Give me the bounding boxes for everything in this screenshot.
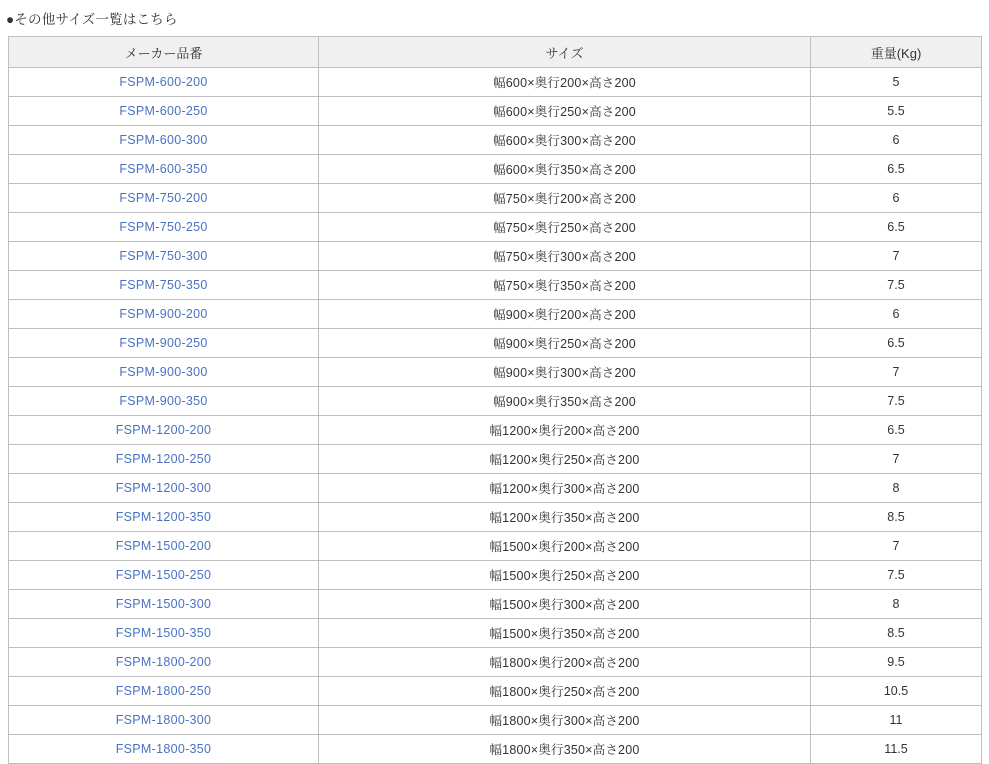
product-size: 幅1800×奥行250×高さ200 [319, 677, 811, 706]
table-header-row [9, 37, 982, 68]
product-size: 幅1200×奥行200×高さ200 [319, 416, 811, 445]
product-size: 幅600×奥行300×高さ200 [319, 126, 811, 155]
size-table [8, 36, 982, 764]
product-weight: 5.5 [811, 97, 982, 126]
product-code[interactable]: FSPM-1800-300 [9, 706, 319, 735]
product-size: 幅1200×奥行250×高さ200 [319, 445, 811, 474]
product-size: 幅900×奥行300×高さ200 [319, 358, 811, 387]
product-size: 幅750×奥行350×高さ200 [319, 271, 811, 300]
column-header-code: メーカー品番 [9, 37, 319, 68]
product-weight: 7 [811, 445, 982, 474]
product-code[interactable]: FSPM-750-350 [9, 271, 319, 300]
table-row [9, 184, 982, 213]
product-code[interactable]: FSPM-600-250 [9, 97, 319, 126]
product-weight: 7.5 [811, 561, 982, 590]
product-code[interactable]: FSPM-1500-200 [9, 532, 319, 561]
product-weight: 6.5 [811, 155, 982, 184]
table-header [9, 37, 982, 68]
product-weight: 8 [811, 474, 982, 503]
product-weight: 8.5 [811, 619, 982, 648]
product-size: 幅1800×奥行300×高さ200 [319, 706, 811, 735]
product-size: 幅1200×奥行350×高さ200 [319, 503, 811, 532]
table-row [9, 503, 982, 532]
table-row [9, 242, 982, 271]
product-weight: 6 [811, 300, 982, 329]
product-code[interactable]: FSPM-900-200 [9, 300, 319, 329]
column-header-weight: 重量(Kg) [811, 37, 982, 68]
table-row [9, 300, 982, 329]
product-code[interactable]: FSPM-1800-250 [9, 677, 319, 706]
product-size: 幅1500×奥行200×高さ200 [319, 532, 811, 561]
table-row [9, 416, 982, 445]
product-weight: 10.5 [811, 677, 982, 706]
table-row [9, 590, 982, 619]
table-row [9, 358, 982, 387]
product-code[interactable]: FSPM-600-200 [9, 68, 319, 97]
product-size: 幅1500×奥行300×高さ200 [319, 590, 811, 619]
product-size: 幅750×奥行300×高さ200 [319, 242, 811, 271]
table-row [9, 329, 982, 358]
product-weight: 6.5 [811, 213, 982, 242]
product-size: 幅1200×奥行300×高さ200 [319, 474, 811, 503]
product-size: 幅1500×奥行250×高さ200 [319, 561, 811, 590]
table-row [9, 271, 982, 300]
table-row [9, 561, 982, 590]
table-row [9, 735, 982, 764]
product-size: 幅900×奥行250×高さ200 [319, 329, 811, 358]
product-code[interactable]: FSPM-900-250 [9, 329, 319, 358]
product-size: 幅1800×奥行200×高さ200 [319, 648, 811, 677]
product-size: 幅900×奥行350×高さ200 [319, 387, 811, 416]
product-code[interactable]: FSPM-1200-200 [9, 416, 319, 445]
product-weight: 8.5 [811, 503, 982, 532]
table-row [9, 677, 982, 706]
table-row [9, 445, 982, 474]
product-size: 幅600×奥行200×高さ200 [319, 68, 811, 97]
table-row [9, 126, 982, 155]
table-row [9, 387, 982, 416]
product-size: 幅600×奥行350×高さ200 [319, 155, 811, 184]
table-body [9, 68, 982, 764]
product-weight: 6.5 [811, 416, 982, 445]
table-row [9, 619, 982, 648]
page-title: ●その他サイズ一覧はこちら [6, 12, 178, 27]
product-size: 幅1800×奥行350×高さ200 [319, 735, 811, 764]
product-size: 幅1500×奥行350×高さ200 [319, 619, 811, 648]
product-weight: 9.5 [811, 648, 982, 677]
product-code[interactable]: FSPM-1800-350 [9, 735, 319, 764]
product-weight: 6.5 [811, 329, 982, 358]
table-row [9, 155, 982, 184]
product-code[interactable]: FSPM-600-300 [9, 126, 319, 155]
product-weight: 7 [811, 358, 982, 387]
product-size: 幅900×奥行200×高さ200 [319, 300, 811, 329]
product-weight: 7 [811, 242, 982, 271]
product-code[interactable]: FSPM-1800-200 [9, 648, 319, 677]
product-weight: 5 [811, 68, 982, 97]
product-size: 幅750×奥行200×高さ200 [319, 184, 811, 213]
table-row [9, 532, 982, 561]
table-row [9, 97, 982, 126]
table-row [9, 474, 982, 503]
product-code[interactable]: FSPM-900-300 [9, 358, 319, 387]
product-size: 幅750×奥行250×高さ200 [319, 213, 811, 242]
product-weight: 6 [811, 126, 982, 155]
product-weight: 7.5 [811, 271, 982, 300]
product-code[interactable]: FSPM-1200-250 [9, 445, 319, 474]
product-weight: 8 [811, 590, 982, 619]
product-size: 幅600×奥行250×高さ200 [319, 97, 811, 126]
table-row [9, 68, 982, 97]
product-code[interactable]: FSPM-1500-350 [9, 619, 319, 648]
product-code[interactable]: FSPM-750-250 [9, 213, 319, 242]
product-weight: 7 [811, 532, 982, 561]
product-code[interactable]: FSPM-900-350 [9, 387, 319, 416]
product-weight: 7.5 [811, 387, 982, 416]
product-code[interactable]: FSPM-750-300 [9, 242, 319, 271]
product-code[interactable]: FSPM-750-200 [9, 184, 319, 213]
size-table-wrapper [0, 36, 989, 764]
product-weight: 11.5 [811, 735, 982, 764]
table-row [9, 706, 982, 735]
product-weight: 11 [811, 706, 982, 735]
table-row [9, 213, 982, 242]
product-code[interactable]: FSPM-1200-300 [9, 474, 319, 503]
column-header-size: サイズ [319, 37, 811, 68]
product-code[interactable]: FSPM-1500-300 [9, 590, 319, 619]
product-code[interactable]: FSPM-600-350 [9, 155, 319, 184]
product-code[interactable]: FSPM-1200-350 [9, 503, 319, 532]
table-row [9, 648, 982, 677]
product-code[interactable]: FSPM-1500-250 [9, 561, 319, 590]
product-weight: 6 [811, 184, 982, 213]
